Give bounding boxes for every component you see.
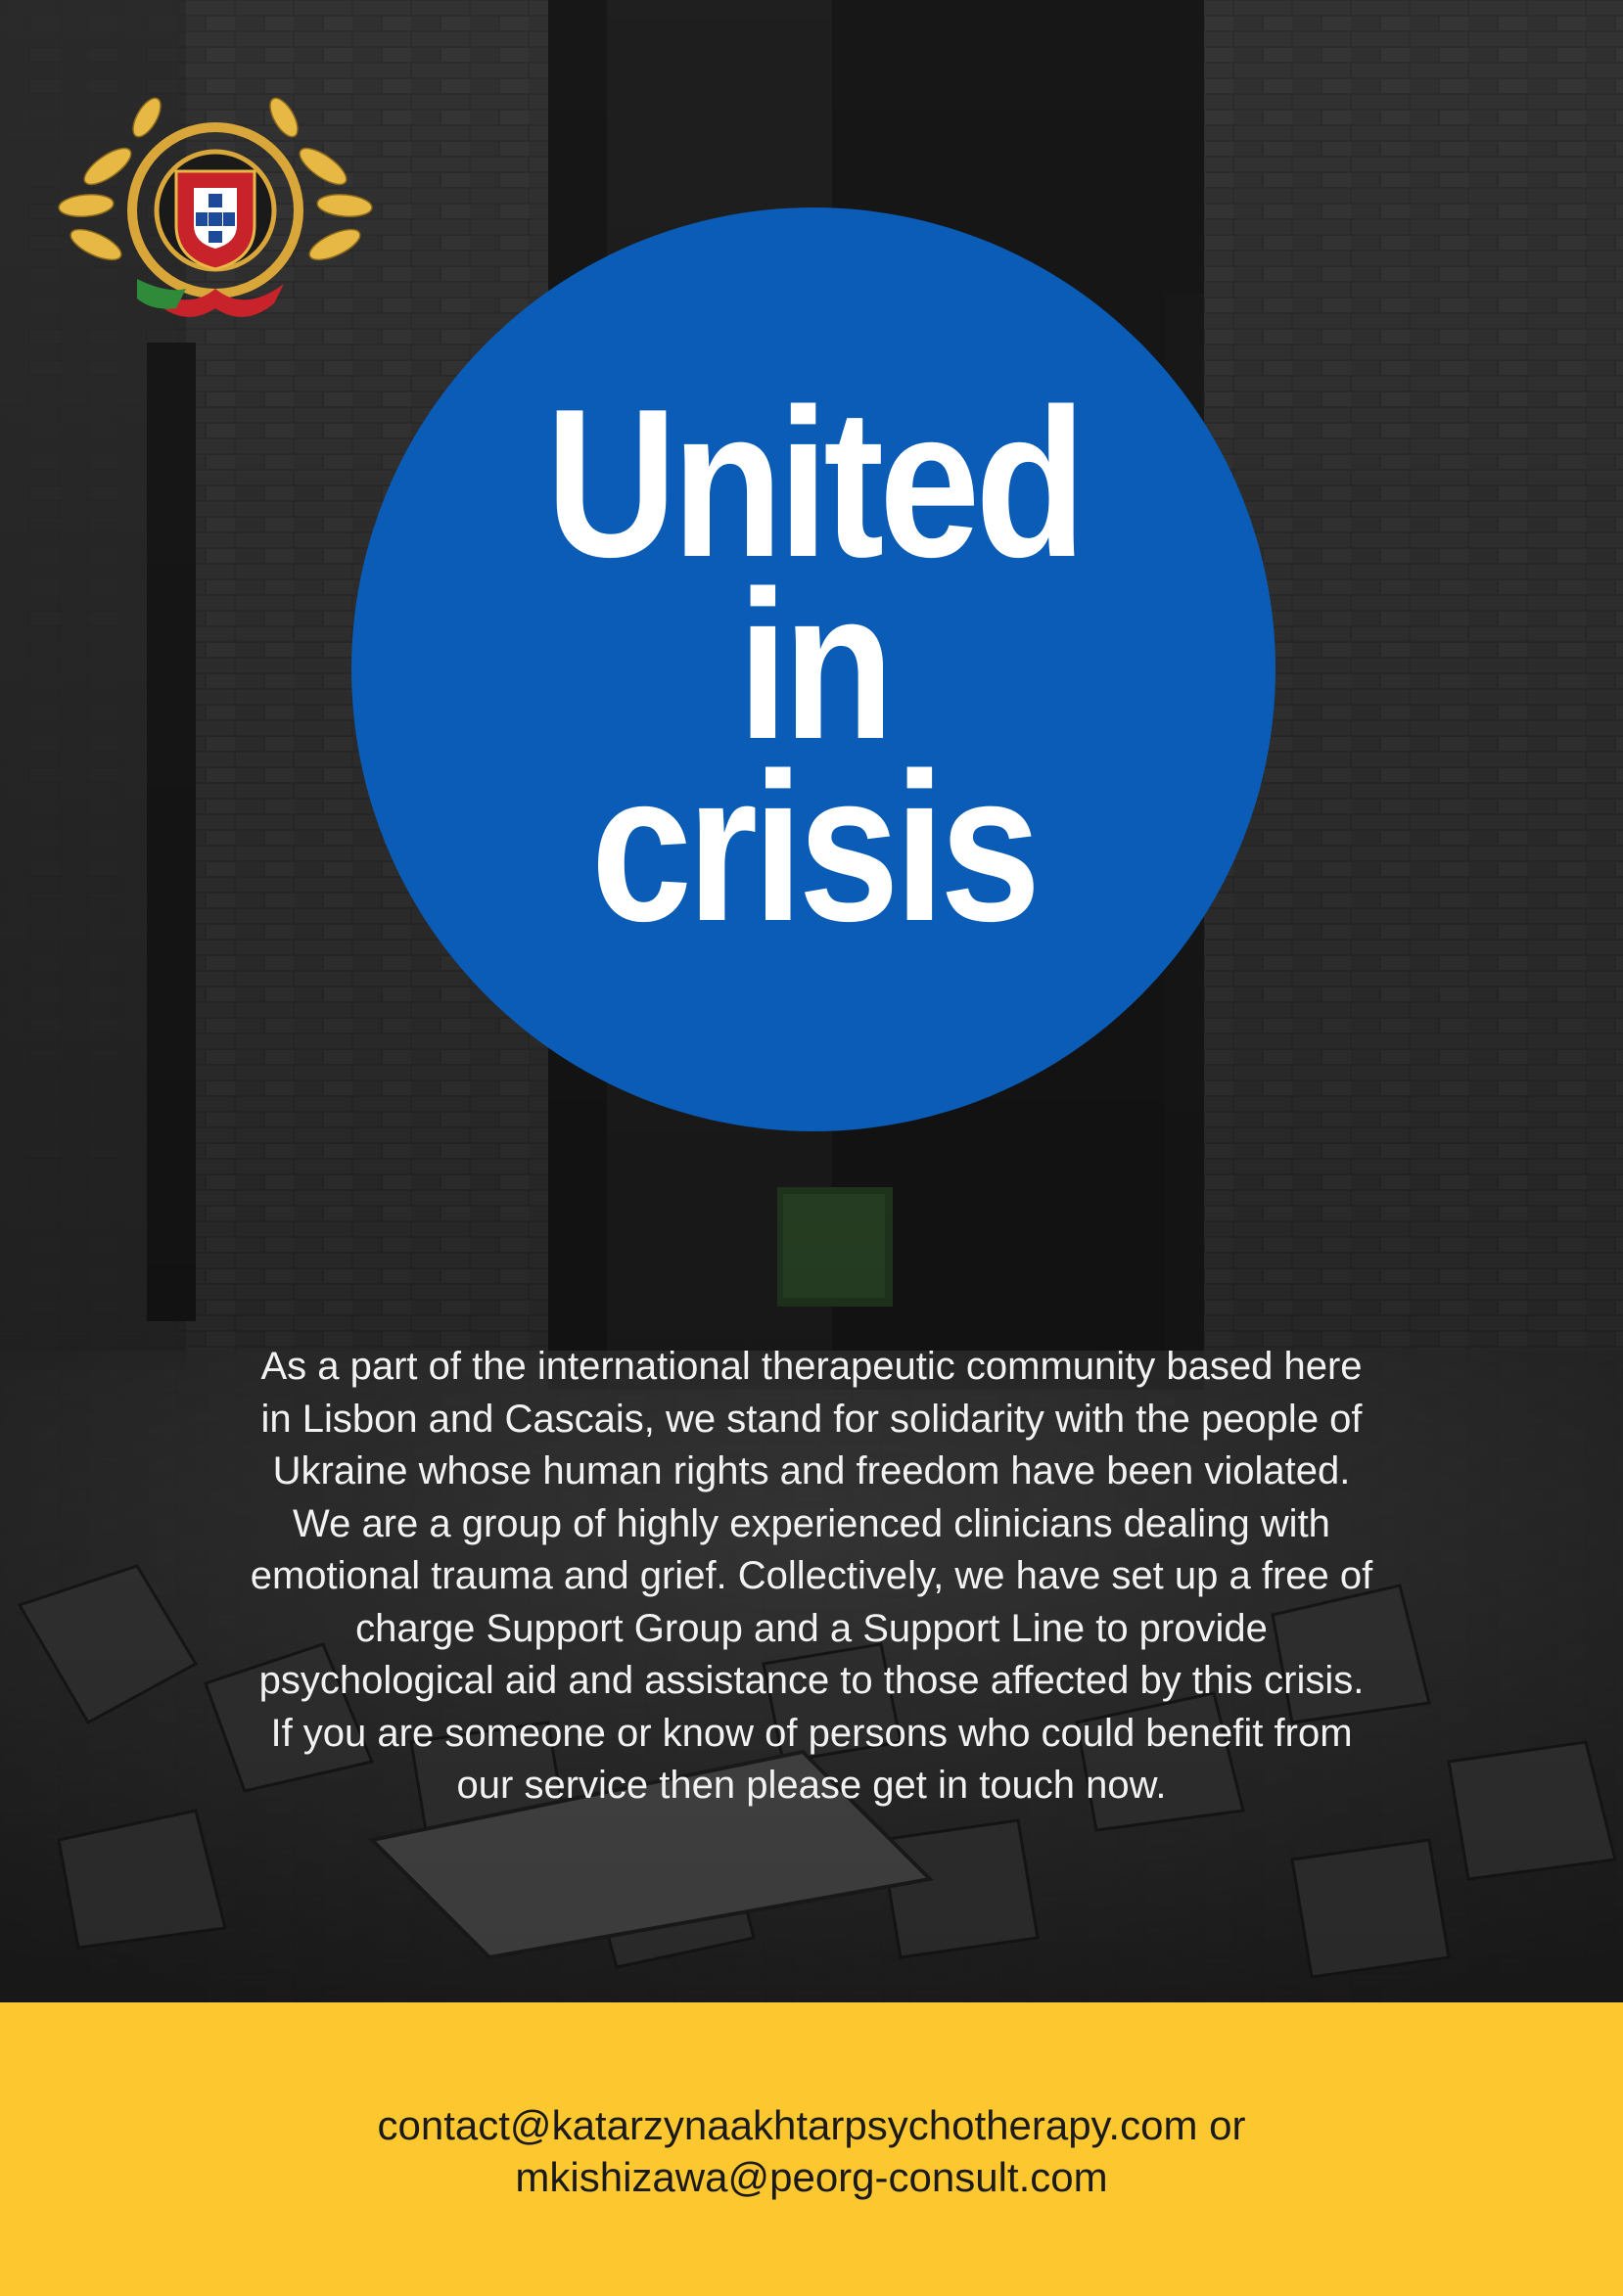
headline-line-2: in xyxy=(737,546,890,783)
body-line: If you are someone or know of persons who could benefit from xyxy=(270,1711,1353,1755)
headline-line-3: crisis xyxy=(590,728,1037,965)
body-line: our service then please get in touch now. xyxy=(456,1764,1167,1807)
body-line: As a part of the international therapeutic community based here xyxy=(260,1345,1363,1388)
contact-line-2[interactable]: mkishizawa@peorg-consult.com xyxy=(515,2154,1108,2200)
contact-info xyxy=(0,2099,1623,2203)
body-line: emotional trauma and grief. Collectively, we have set up a free of xyxy=(250,1554,1373,1597)
body-line: psychological aid and assistance to those affected by this crisis. xyxy=(258,1659,1365,1702)
headline xyxy=(351,364,1275,965)
headline-line-1: United xyxy=(545,364,1082,601)
body-line: charge Support Group and a Support Line to provide xyxy=(355,1606,1268,1650)
contact-line-1[interactable]: contact@katarzynaakhtarpsychotherapy.com or xyxy=(377,2102,1246,2148)
body-line: We are a group of highly experienced clinicians dealing with xyxy=(293,1501,1330,1545)
coat-of-arms-icon xyxy=(39,78,392,343)
body-text xyxy=(166,1341,1457,1813)
body-line: Ukraine whose human rights and freedom have been violated. xyxy=(272,1449,1351,1492)
body-line: in Lisbon and Cascais, we stand for solidarity with the people of xyxy=(260,1397,1363,1441)
